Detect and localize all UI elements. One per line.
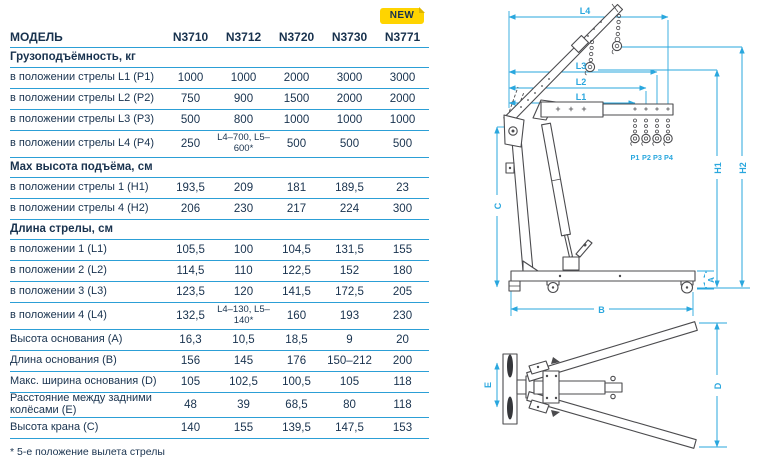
spec-value: 193 (339, 309, 360, 322)
row-label: Длина основания (B) (10, 353, 117, 366)
dim-label-h1: H1 (713, 162, 723, 174)
row-label: в положении стрелы L1 (P1) (10, 70, 155, 83)
spec-value: 155 (233, 421, 254, 434)
spec-value: 800 (233, 113, 254, 126)
spec-row (10, 392, 429, 417)
spec-table-body (10, 47, 429, 438)
crane-diagram (430, 0, 776, 455)
spec-table (10, 28, 429, 439)
spec-row (10, 281, 429, 302)
spec-value: 105 (339, 375, 360, 388)
model-column-header: N3771 (384, 30, 421, 45)
dim-label-l2: L2 (575, 77, 587, 87)
dim-label-l4: L4 (579, 6, 591, 16)
spec-value: 48 (184, 398, 197, 411)
header-row (10, 28, 429, 47)
spec-value: 131,5 (335, 243, 364, 256)
model-column-header: N3730 (331, 30, 368, 45)
row-label: в положении стрелы 4 (H2) (10, 201, 149, 214)
boom-hook-high (612, 14, 621, 54)
spec-value: 2000 (389, 92, 416, 105)
row-label: в положении 1 (L1) (10, 242, 107, 255)
spec-value: 16,3 (179, 333, 202, 346)
section-row (10, 157, 429, 177)
spec-value: 156 (180, 354, 201, 367)
spec-value: 181 (286, 181, 307, 194)
row-label: в положении 3 (L3) (10, 284, 107, 297)
hook-label-p2: P2 (642, 153, 651, 162)
spec-value: 205 (392, 285, 413, 298)
spec-value: 122,5 (282, 264, 311, 277)
spec-value: 500 (392, 137, 413, 150)
spec-row (10, 109, 429, 130)
row-label: в положении стрелы L4 (P4) (10, 136, 155, 149)
dim-label-l1: L1 (575, 92, 587, 102)
spec-value: 1000 (177, 71, 204, 84)
spec-value: 114,5 (176, 264, 205, 277)
spec-value: 193,5 (176, 181, 205, 194)
spec-value: 145 (233, 354, 254, 367)
dim-label-h2: H2 (738, 162, 748, 174)
spec-row (10, 302, 429, 329)
spec-value: 23 (396, 181, 409, 194)
hook-label-p3: P3 (653, 153, 662, 162)
spec-value: 230 (233, 202, 254, 215)
spec-value: 3000 (389, 71, 416, 84)
spec-row (10, 417, 429, 438)
spec-value: 155 (392, 243, 413, 256)
row-label: в положении стрелы L2 (P2) (10, 91, 155, 104)
dim-label-c: C (493, 202, 503, 210)
spec-value: 1000 (389, 113, 416, 126)
spec-value: 176 (286, 354, 307, 367)
dim-label-d: D (713, 382, 723, 390)
spec-value: 80 (343, 398, 356, 411)
row-label: Высота крана (C) (10, 420, 99, 433)
spec-value: 102,5 (229, 375, 258, 388)
dim-label-l3: L3 (575, 61, 587, 71)
spec-value: 118 (393, 398, 412, 411)
spec-value: 1000 (336, 113, 363, 126)
spec-row (10, 329, 429, 350)
spec-value: 104,5 (282, 243, 311, 256)
spec-value: 189,5 (335, 181, 364, 194)
spec-value: 500 (286, 137, 307, 150)
model-column-header: N3712 (225, 30, 262, 45)
spec-value: 105 (180, 375, 201, 388)
spec-value: 39 (237, 398, 250, 411)
spec-value: 100 (233, 243, 254, 256)
spec-value: 172,5 (335, 285, 364, 298)
spec-value: 110 (234, 264, 253, 277)
spec-value: 9 (346, 333, 353, 346)
dim-label-a: A (707, 277, 716, 283)
spec-table-head (10, 28, 429, 47)
spec-value: 1000 (230, 71, 257, 84)
spec-value: 200 (392, 354, 413, 367)
spec-value: 18,5 (285, 333, 308, 346)
spec-value: 1500 (283, 92, 310, 105)
row-label: в положении 2 (L2) (10, 263, 107, 276)
spec-value: 500 (180, 113, 201, 126)
spec-value: 500 (339, 137, 360, 150)
section-row (10, 47, 429, 67)
spec-value: 141,5 (282, 285, 311, 298)
spec-row (10, 198, 429, 219)
spec-value: 118 (393, 375, 412, 388)
spec-value: 152 (339, 264, 360, 277)
spec-value: 2000 (336, 92, 363, 105)
spec-row (10, 177, 429, 198)
spec-value: 120 (233, 285, 254, 298)
spec-row (10, 350, 429, 371)
spec-value: 153 (392, 421, 413, 434)
spec-value: 10,5 (232, 333, 255, 346)
spec-row (10, 130, 429, 157)
row-label: в положении стрелы L3 (P3) (10, 112, 155, 125)
section-row (10, 219, 429, 239)
spec-value: L4–130, L5–140* (217, 304, 270, 326)
dim-label-b: B (598, 305, 605, 315)
spec-value: 100,5 (282, 375, 311, 388)
spec-value: 300 (392, 202, 413, 215)
spec-value: 105,5 (176, 243, 205, 256)
row-label: Высота основания (A) (10, 332, 123, 345)
spec-value: 2000 (283, 71, 310, 84)
model-column-header: N3720 (278, 30, 315, 45)
section-title: Длина стрелы, см (10, 223, 113, 235)
spec-value: 123,5 (176, 285, 205, 298)
spec-value: 20 (396, 333, 409, 346)
spec-row (10, 260, 429, 281)
new-badge: NEW (380, 8, 424, 24)
spec-value: 1000 (283, 113, 310, 126)
spec-value: 750 (180, 92, 201, 105)
spec-value: 180 (392, 264, 413, 277)
spec-value: 3000 (336, 71, 363, 84)
table-footnote: * 5-е положение вылета стрелы (10, 445, 165, 458)
spec-value: 160 (286, 309, 307, 322)
spec-row (10, 371, 429, 392)
spec-value: 132,5 (176, 309, 205, 322)
spec-value: 206 (180, 202, 201, 215)
model-column-header: N3710 (172, 30, 209, 45)
spec-row (10, 88, 429, 109)
spec-value: 150–212 (327, 354, 372, 367)
spec-value: 224 (339, 202, 360, 215)
hook-label-p1: P1 (630, 153, 640, 162)
spec-value: 140 (180, 421, 201, 434)
spec-value: 147,5 (335, 421, 364, 434)
hook-label-p4: P4 (664, 153, 673, 162)
row-label: Расстояние между задними колёсами (E) (10, 391, 152, 416)
spec-row (10, 67, 429, 88)
crane-top-view (503, 322, 697, 449)
section-title: Max высота подъёма, см (10, 161, 153, 173)
row-label: в положении 4 (L4) (10, 308, 107, 321)
spec-value: 68,5 (285, 398, 308, 411)
section-title: Грузоподъёмность, кг (10, 51, 136, 63)
spec-value: 217 (286, 202, 307, 215)
arm-hooks (631, 119, 672, 146)
spec-row (10, 239, 429, 260)
row-label: Макс. ширина основания (D) (10, 374, 157, 387)
dim-label-e: E (483, 381, 493, 389)
spec-value: L4–700, L5–600* (217, 132, 270, 154)
spec-sheet-panel (10, 8, 430, 458)
spec-value: 900 (233, 92, 254, 105)
row-label: в положении стрелы 1 (H1) (10, 180, 149, 193)
spec-value: 139,5 (282, 421, 311, 434)
spec-value: 250 (180, 137, 201, 150)
spec-value: 230 (392, 309, 413, 322)
spec-value: 209 (233, 181, 254, 194)
model-header-cell: МОДЕЛЬ (10, 30, 63, 45)
